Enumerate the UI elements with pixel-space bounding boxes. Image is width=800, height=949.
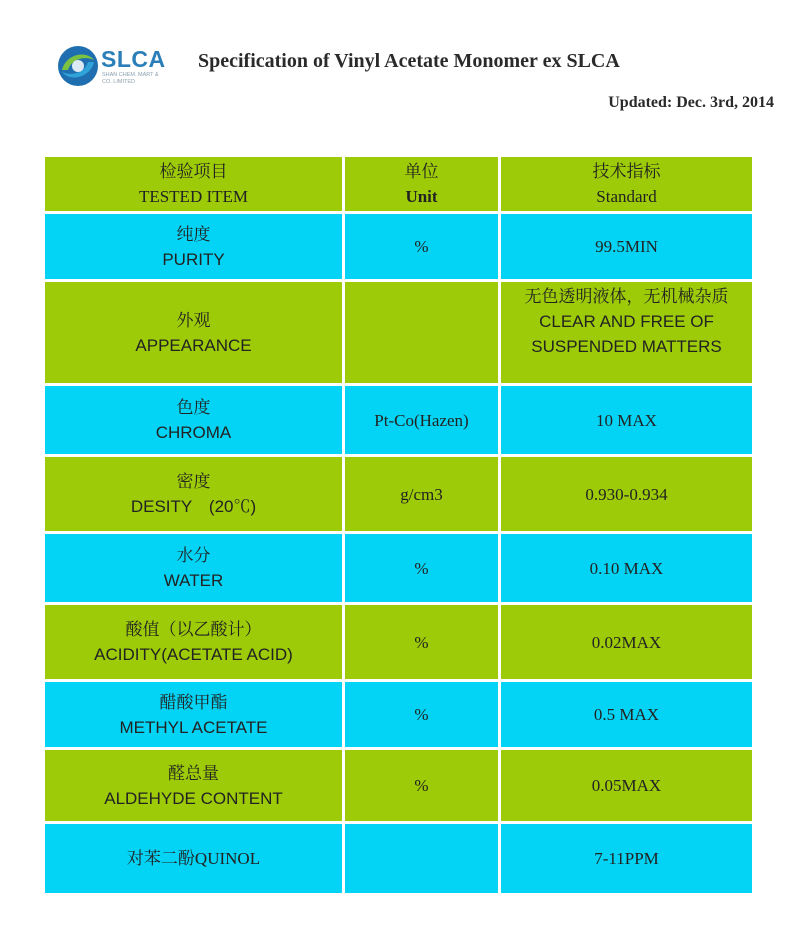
standard-cell: 0.05MAX	[500, 749, 754, 823]
standard-line-zh: 无色透明液体，无机械杂质	[524, 287, 729, 306]
item-zh: 外观	[176, 310, 211, 330]
unit-cell: Pt-Co(Hazen)	[344, 385, 500, 456]
table-row	[44, 213, 754, 281]
standard-cell: 99.5MIN	[500, 213, 754, 281]
standard-cell: 10 MAX	[500, 385, 754, 456]
item-cell	[44, 681, 344, 749]
item-en: CHROMA	[155, 423, 232, 442]
table-row	[44, 681, 754, 749]
item-en: ALDEHYDE CONTENT	[104, 788, 283, 808]
unit-cell	[344, 281, 500, 385]
item-en: APPEARANCE	[135, 335, 252, 355]
item-zh: 密度	[176, 472, 211, 491]
item-zh: 醛总量	[168, 763, 219, 783]
item-cell	[44, 385, 344, 456]
header-en: Unit	[405, 187, 438, 206]
header-zh: 检验项目	[159, 162, 228, 181]
header-tested-item	[44, 156, 344, 213]
standard-line-en-1: CLEAR AND FREE OF	[539, 312, 714, 331]
table-row	[44, 749, 754, 823]
spec-table	[42, 154, 755, 896]
header-standard	[500, 156, 754, 213]
item-zh: 纯度	[176, 224, 211, 244]
unit-cell: %	[344, 533, 500, 604]
table-row	[44, 533, 754, 604]
item-zh: 色度	[176, 398, 211, 417]
header-zh: 单位	[404, 162, 439, 181]
header-zh: 技术指标	[592, 162, 661, 181]
table-row	[44, 281, 754, 385]
item-en: WATER	[163, 571, 224, 590]
item-cell	[44, 533, 344, 604]
table-row	[44, 385, 754, 456]
item-zh: 对苯二酚QUINOL	[126, 849, 261, 868]
standard-cell	[500, 281, 754, 385]
standard-cell: 0.5 MAX	[500, 681, 754, 749]
standard-cell: 0.10 MAX	[500, 533, 754, 604]
unit-cell: %	[344, 213, 500, 281]
item-cell	[44, 749, 344, 823]
table-row	[44, 823, 754, 895]
unit-cell	[344, 823, 500, 895]
unit-cell: %	[344, 604, 500, 681]
item-zh: 醋酸甲酯	[159, 692, 228, 712]
header-en: Standard	[596, 187, 657, 206]
unit-cell: %	[344, 749, 500, 823]
header-en: TESTED ITEM	[138, 187, 249, 206]
item-cell	[44, 823, 344, 895]
standard-cell: 0.930-0.934	[500, 456, 754, 533]
header-unit	[344, 156, 500, 213]
table-header-row	[44, 156, 754, 213]
page-title: Specification of Vinyl Acetate Monomer ex SLCA	[198, 50, 620, 72]
item-en: ACIDITY(ACETATE ACID)	[94, 645, 293, 664]
item-cell	[44, 213, 344, 281]
logo-text: SLCA	[101, 46, 166, 72]
unit-cell: g/cm3	[344, 456, 500, 533]
item-zh: 酸值（以乙酸计）	[125, 620, 262, 639]
standard-line-en-2: SUSPENDED MATTERS	[531, 337, 722, 356]
standard-cell: 7-11PPM	[500, 823, 754, 895]
standard-cell: 0.02MAX	[500, 604, 754, 681]
unit-cell: %	[344, 681, 500, 749]
item-en: DESITY (20℃)	[130, 497, 257, 516]
slca-logo	[56, 44, 166, 88]
item-cell	[44, 281, 344, 385]
logo-swirl-icon	[56, 44, 100, 88]
item-cell	[44, 604, 344, 681]
updated-date: Updated: Dec. 3rd, 2014	[608, 94, 774, 111]
item-en: METHYL ACETATE	[119, 717, 268, 737]
item-zh: 水分	[176, 546, 211, 565]
item-cell	[44, 456, 344, 533]
item-en: PURITY	[162, 249, 225, 269]
table-row	[44, 456, 754, 533]
logo-subtext: SHAN CHEM. MART & CO. LIMITED	[102, 72, 159, 85]
table-row	[44, 604, 754, 681]
